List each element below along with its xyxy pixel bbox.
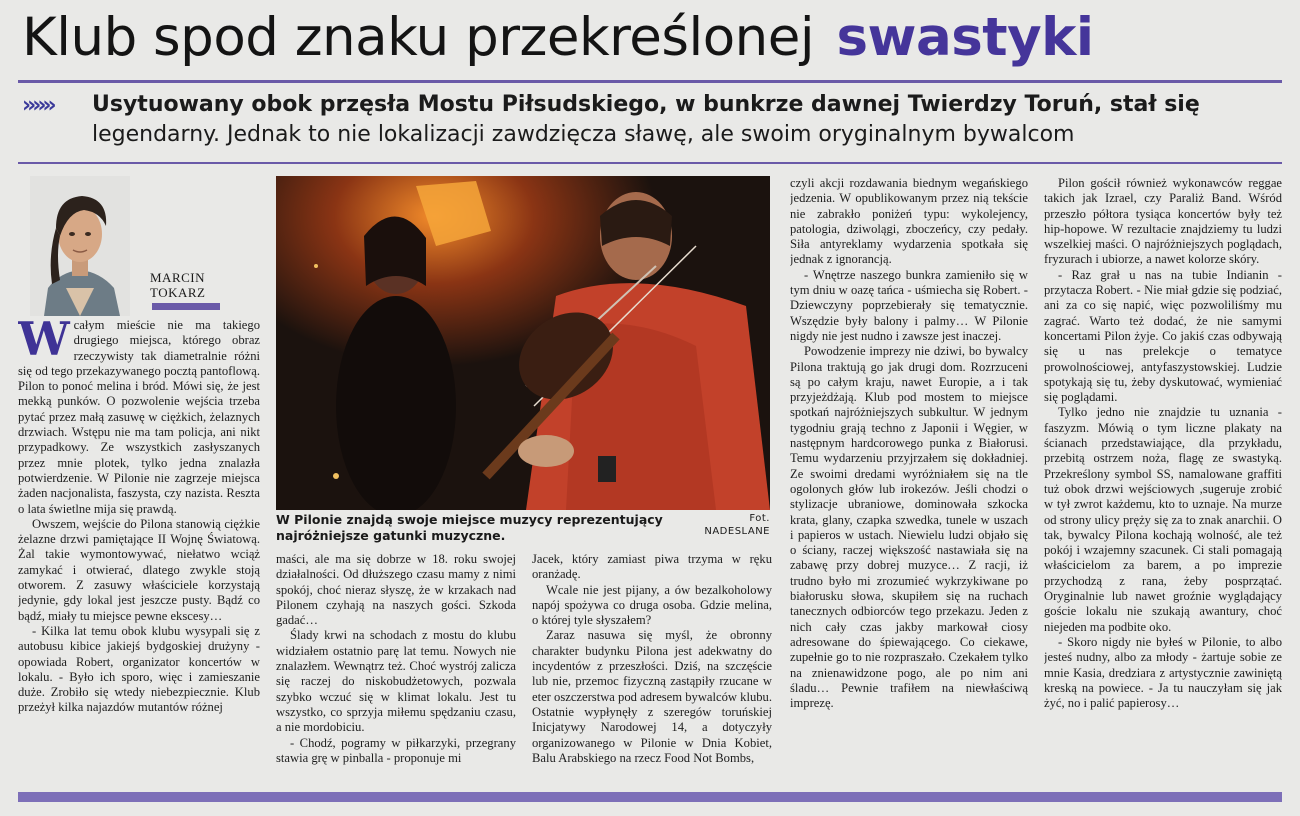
author-last-name: TOKARZ — [150, 285, 206, 300]
author-name — [150, 270, 225, 300]
column-1-paragraph-1 — [18, 318, 260, 517]
column-4-paragraph-4: - Skoro nigdy nie byłeś w Pilonie, to albo jesteś nudny, albo za młody - żartuje sobie ze mnie Kasia, dredziara z artystycznie zawiniętą kreską na powiece. - Ja tu nauczyłam się jak żyć, no i palić papierosy… — [1044, 634, 1282, 711]
column-3 — [790, 176, 1028, 711]
column-3a-paragraph-3: Zaraz nasuwa się myśl, że obronny charakter budynku Pilona jest adekwatny do incydentów z przeszłości. Dziś, na szczęście lub nie, przemoc fizyczną zastąpiły rzucane w eter oszczerstwa pod adresem bywalców klubu. Ostatnie wypłynęły z szeregów toruńskiej Inicjatywy Narodowej 14, a dotyczyły organizowanego w Pilonie w Dnia Kobiet, Balu Arabskiego na rzecz Food Not Bombs, — [532, 628, 772, 765]
column-1 — [18, 318, 260, 716]
lead-chevrons-icon: »»» — [22, 93, 53, 118]
headline-accent: swastyki — [836, 7, 1094, 68]
author-accent-bar — [152, 303, 220, 310]
photo-credit-name: NADESLANE — [704, 526, 770, 537]
concert-photo — [276, 176, 770, 510]
column-2-paragraph-1: maści, ale ma się dobrze w 18. roku swojej działalności. Od dłuższego czasu mamy z nimi spokój, choć nieraz słyszę, że w krzakach nad Pilonem czyhają na naszych gości. Szkoda gadać… — [276, 552, 516, 628]
bottom-rule — [18, 792, 1282, 802]
article-lead — [92, 90, 1282, 150]
column-3-paragraph-3: Powodzenie imprezy nie dziwi, bo bywalcy Pilona traktują go jak drugi dom. Rozrzuceni są po całym kraju, nawet Europie, a i tak przyjeżdżają. Klub pod mostem to miejsce spotkań najróżniejszych subkultur. W jednym tygodniu grają techno z Japonii i Węgier, w następnym hardcorowego punka z Białorusi. Temu wydarzeniu przyjrzałem się dokładniej. Ze swoimi dredami wyróżniałem się na tle ogolonych głów lub irokezów. Jeśli chodzi o stylizacje ubraniowe, dominowała szkocka krata, glany, czapka szwedka, tunele w uszach i papieros w ustach. Niewielu ludzi objało się o ściany, raczej większość nastawiała się na zabawę przy dobrej muzyce… Z racji, iż trudno było mi zrozumieć wykrzykiwane po białorusku słowa, skupiłem się na ruchach tanecznych odbiorców tego przekazu. Jeden z nich cały czas jakby markował ciosy adresowane do śpiewającego. Co ciekawe, zupełnie go to nie rozpraszało. Czekałem tylko na znienawidzone pogo, ale po nim ani śladu… Pewnie trafiłem na niewłaściwą imprezę. — [790, 344, 1028, 711]
column-4 — [1044, 176, 1282, 711]
column-1-paragraph-1-text: całym mieście nie ma takiego drugiego miejsca, którego obraz rzeczywisty tak diametralnie różni się od tego przekazywanego pocztą pantoflową. Pilon to ponoć melina i bród. Mówi się, że jest mekką punków. O pozwolenie wejścia trzeba pytać przez małą zasuwę w ciężkich, żelaznych drzwiach. Wstępu nie ma tam policja, ani nikt przypadkowy. Ze wszystkich zasłyszanych przez mnie plotek, tylko jedna znalazła potwierdzenie. W Pilonie nie zagrzeje miejsca żaden nacjonalista, faszysta, czy nazista. Reszta o lata świetlne mija się prawdą. — [18, 318, 260, 516]
author-photo — [30, 176, 130, 316]
column-3-paragraph-1: czyli akcji rozdawania biednym wegańskiego jedzenia. W opublikowanym przez nią tekście nie zabrakło poniżeń typu: wykolejency, patologia, dziwolągi, zboczeńcy, czy pedały. Siła antyreklamy wydarzenia spotkała się jednak z ignorancją. — [790, 176, 1028, 267]
column-2 — [276, 552, 516, 766]
column-4-paragraph-1: Pilon gościł również wykonawców reggae takich jak Izrael, czy Paraliż Band. Wśród przeszło półtora tysiąca koncertów były też hip-hopowe. W rezultacie znajdziemy tu ludzi wszelkiej maści. O najróżniejszych poglądach, fryzurach i ubiorze, a nawet kolorze skóry. — [1044, 176, 1282, 267]
article-headline — [22, 2, 1282, 78]
column-1-paragraph-2: Owszem, wejście do Pilona stanowią ciężkie żelazne drzwi pamiętające II Wojnę Światową. Żal takie wymontowywać, niełatwo wciąż zamykać i otwierać, dlatego zwykle stoją otworem. Z zasuwy właściciele korzystają jedynie, gdy lokal jest jeszcze pusty. Bądź co bądź, miały tu miejsce pewne ekscesy… — [18, 516, 260, 623]
lead-bold: Usytuowany obok przęsła Mostu Piłsudskiego, w bunkrze dawnej Twierdzy Toruń, stał się — [92, 92, 1200, 117]
column-2-paragraph-3: - Chodź, pogramy w piłkarzyki, przegrany stawia grę w pinballa - proponuje mi — [276, 735, 516, 765]
column-3a-paragraph-2: Wcale nie jest pijany, a ów bezalkoholowy napój spożywa co druga osoba. Gdzie melina, o której tyle słyszałem? — [532, 582, 772, 628]
column-4-paragraph-2: - Raz grał u nas na tubie Indianin - przytacza Robert. - Nie miał gdzie się podziać, ani za co się napić, więc pozwoliliśmy mu zagrać. Warto też dodać, że nie samymi koncertami Pilon żyje. Co jakiś czas odbywają się u nas prelekcje o tematyce prowolnościowej, antyfaszystowskiej. Ludzie spotykają się tu, żeby dyskutować, wymieniać się poglądami. — [1044, 267, 1282, 405]
column-3a-paragraph-1: Jacek, który zamiast piwa trzyma w ręku oranżadę. — [532, 552, 772, 582]
column-3a — [532, 552, 772, 766]
photo-credit — [690, 512, 770, 538]
top-rule — [18, 80, 1282, 83]
photo-credit-label: Fot. — [749, 513, 770, 524]
column-4-paragraph-3: Tylko jedno nie znajdzie tu uznania - faszyzm. Mówią o tym liczne plakaty na ścianach przedstawiające, dla przykładu, przebitą ostrzem noża, flagę ze swastyką. Przekreślony symbol SS, namalowane graffiti tuż obok drzwi wejściowych ,sugeruje zrobić w tył zwrot każdemu, kto to uznaje. Na murze od strony ulicy pręży się za to znak anarchii. O tak, bywalcy Pilona kochają wolność, ale też pokój i wzajemny szacunek. Ci stali pomagają właścicielom za barem, a po imprezie przychodzą z rana, żeby posprzątać. Oryginalnie lub nawet groźnie wyglądający goście lokalu nie szukają awantury, choć niejeden ma podbite oko. — [1044, 405, 1282, 634]
column-2-paragraph-2: Ślady krwi na schodach z mostu do klubu widziałem ostatnio parę lat temu. Nowych nie znalazłem. Wewnątrz też. Choć wystrój zalicza się raczej do niskobudżetowych, pozwala szybko wczuć się w klimat lokalu. Jest tu wszystko, co sprzyja miłemu spędzaniu czasu, a nie mordobiciu. — [276, 628, 516, 735]
headline-main: Klub spod znaku przekreślonej — [22, 7, 815, 68]
drop-cap: W — [18, 318, 70, 366]
column-1-paragraph-3: - Kilka lat temu obok klubu wysypali się z autobusu kibice jakiejś bydgoskiej drużyny - opowiada Robert, organizator koncertów w lokalu. - Było ich sporo, więc i zamieszanie duże. Zrobiło się wtedy niebezpiecznie. Klub przeżył kilka najazdów mutantów różnej — [18, 623, 260, 715]
column-3-paragraph-2: - Wnętrze naszego bunkra zamieniło się w tym dniu w oazę tańca - uśmiecha się Robert. - Dziewczyny poprzebierały się tematycznie. Wszędzie były balony i palmy… W Pilonie nigdy nie jest nudno i zawsze jest inaczej. — [790, 267, 1028, 343]
photo-caption: W Pilonie znajdą swoje miejsce muzycy reprezentujący najróżniejsze gatunki muzyczne. — [276, 512, 663, 543]
lead-rule — [18, 162, 1282, 164]
author-first-name: MARCIN — [150, 270, 206, 285]
lead-rest: legendarny. Jednak to nie lokalizacji zawdzięcza sławę, ale swoim oryginalnym bywalcom — [92, 122, 1075, 147]
